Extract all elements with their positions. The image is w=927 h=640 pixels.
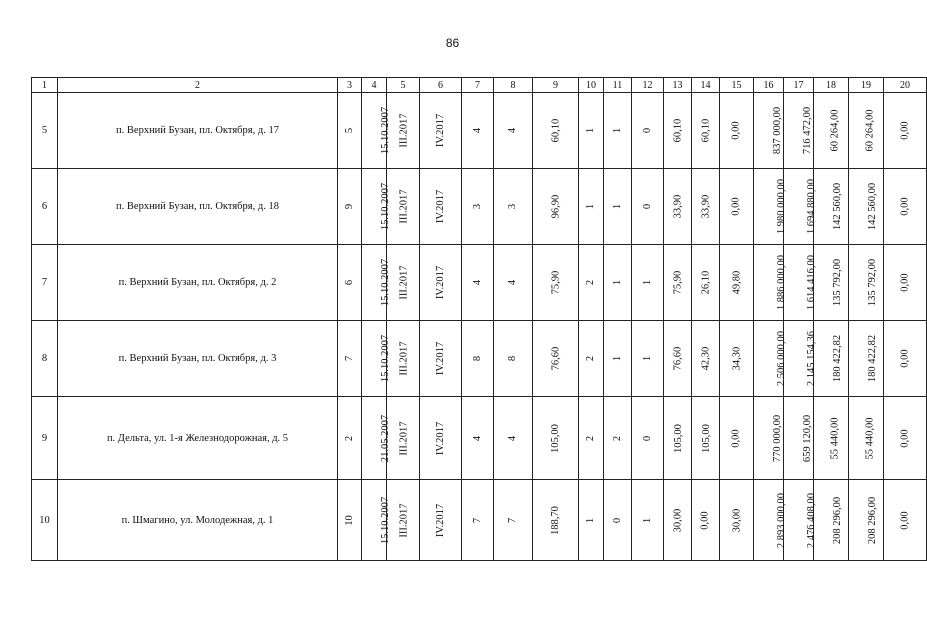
table-cell — [849, 93, 884, 169]
cell-value: 837 000,00 — [772, 106, 784, 155]
table-cell — [533, 397, 579, 480]
cell-value: 208 296,00 — [867, 496, 879, 544]
table-cell — [849, 480, 884, 561]
cell-value: 4 — [472, 127, 483, 134]
table-cell — [664, 93, 692, 169]
column-header: 10 — [579, 78, 604, 93]
table-cell — [362, 169, 392, 245]
table-cell — [604, 169, 632, 245]
table-cell — [849, 321, 884, 397]
cell-value: 1 — [585, 517, 597, 523]
cell-value: 60,10 — [672, 118, 683, 143]
table-row — [32, 169, 927, 245]
table-cell — [884, 169, 927, 245]
table-cell — [420, 245, 462, 321]
table-cell — [494, 480, 533, 561]
table-cell — [533, 480, 579, 561]
table-cell — [884, 93, 927, 169]
address-cell: п. Верхний Бузан, пл. Октября, д. 2 — [58, 245, 338, 321]
cell-value: 105,00 — [672, 423, 684, 453]
table-cell — [814, 169, 849, 245]
cell-value: 1 — [585, 127, 597, 134]
cell-value: 60 264,00 — [864, 109, 876, 152]
page-number: 86 — [445, 36, 460, 50]
table-cell — [814, 93, 849, 169]
cell-value: 21.05.2007 — [380, 414, 392, 462]
table-cell — [462, 321, 494, 397]
table-cell — [387, 397, 420, 480]
table-cell — [533, 169, 579, 245]
table-cell — [362, 93, 392, 169]
address-cell: п. Шмагино, ул. Молодежная, д. 1 — [58, 480, 338, 561]
cell-value: 1 886 000,00 — [776, 254, 788, 311]
table-cell — [884, 480, 927, 561]
table-cell — [579, 480, 604, 561]
cell-value: 55 440,00 — [829, 417, 841, 459]
cell-value: 716 472,00 — [802, 106, 814, 155]
table-cell — [664, 480, 692, 561]
table-cell — [387, 169, 420, 245]
address-cell: п. Верхний Бузан, пл. Октября, д. 3 — [58, 321, 338, 397]
cell-value: 15.10.2007 — [380, 334, 392, 383]
row-number-cell: 8 — [32, 321, 58, 397]
cell-value: 135 792,00 — [832, 258, 844, 307]
address-cell: п. Верхний Бузан, пл. Октября, д. 17 — [58, 93, 338, 169]
address-cell: п. Верхний Бузан, пл. Октября, д. 18 — [58, 169, 338, 245]
table-cell — [338, 397, 362, 480]
table-cell — [533, 245, 579, 321]
cell-value: 1 614 416,00 — [806, 254, 818, 311]
cell-value: 1 — [642, 279, 653, 286]
cell-value: 1 980 000,00 — [776, 178, 788, 235]
table-cell — [604, 245, 632, 321]
cell-value: 26,10 — [700, 270, 711, 295]
cell-value: IV.2017 — [434, 189, 446, 224]
cell-value: 142 560,00 — [832, 182, 844, 231]
cell-value: 0,00 — [899, 510, 911, 530]
cell-value: 2 — [585, 435, 597, 441]
cell-value: 2 145 154,36 — [806, 330, 818, 387]
table-cell — [579, 169, 604, 245]
table-cell — [814, 397, 849, 480]
table-cell — [420, 321, 462, 397]
cell-value: III.2017 — [398, 341, 410, 376]
table-cell — [754, 321, 788, 397]
table-cell — [720, 93, 754, 169]
cell-value: 0 — [612, 517, 623, 523]
cell-value: IV.2017 — [434, 265, 446, 300]
table-cell — [420, 169, 462, 245]
table-cell — [784, 321, 818, 397]
table-cell — [579, 245, 604, 321]
cell-value: 55 440,00 — [864, 417, 876, 459]
column-header: 20 — [884, 78, 927, 93]
table-cell — [494, 397, 533, 480]
cell-value: 30,00 — [672, 508, 683, 532]
column-header: 16 — [754, 78, 784, 93]
table-cell — [387, 245, 420, 321]
cell-value: 105,00 — [550, 423, 561, 453]
cell-value: 0 — [642, 435, 653, 441]
cell-value: 15.10.2007 — [380, 258, 392, 307]
table-cell — [604, 93, 632, 169]
cell-value: 75,90 — [672, 270, 683, 295]
table-cell — [884, 321, 927, 397]
cell-value: 0,00 — [731, 121, 742, 140]
column-header: 12 — [632, 78, 664, 93]
column-header: 9 — [533, 78, 579, 93]
cell-value: 15.10.2007 — [380, 496, 392, 544]
cell-value: III.2017 — [398, 189, 410, 224]
table-cell — [632, 321, 664, 397]
table-cell — [632, 480, 664, 561]
cell-value: 4 — [507, 279, 519, 286]
cell-value: 75,90 — [550, 270, 561, 295]
cell-value: 2 893 000,00 — [776, 492, 788, 548]
table-cell — [720, 397, 754, 480]
cell-value: III.2017 — [398, 420, 410, 456]
cell-value: 2 — [585, 355, 597, 362]
cell-value: 2 476 408,00 — [806, 492, 818, 548]
cell-value: 0 — [642, 127, 653, 134]
cell-value: 34,30 — [731, 346, 742, 371]
column-header: 7 — [462, 78, 494, 93]
column-header: 2 — [58, 78, 338, 93]
cell-value: IV.2017 — [434, 113, 446, 148]
table-cell — [632, 397, 664, 480]
cell-value: 15.10.2007 — [380, 106, 392, 155]
cell-value: 60,10 — [550, 118, 561, 143]
column-header: 17 — [784, 78, 814, 93]
cell-value: 8 — [507, 355, 519, 362]
table-cell — [632, 93, 664, 169]
table-cell — [814, 480, 849, 561]
cell-value: 96,90 — [550, 194, 561, 219]
table-cell — [387, 321, 420, 397]
cell-value: 0,00 — [899, 197, 911, 216]
cell-value: 770 000,00 — [772, 414, 784, 462]
cell-value: 1 — [642, 517, 653, 523]
table-cell — [494, 321, 533, 397]
table-cell — [462, 397, 494, 480]
table-cell — [849, 397, 884, 480]
column-header: 3 — [338, 78, 362, 93]
cell-value: 7 — [507, 517, 519, 523]
table-cell — [754, 397, 784, 480]
table-cell — [632, 245, 664, 321]
table-cell — [362, 321, 392, 397]
cell-value: III.2017 — [398, 502, 410, 538]
table-cell — [692, 397, 720, 480]
table-cell — [494, 245, 533, 321]
column-header: 4 — [362, 78, 387, 93]
cell-value: 60,10 — [700, 118, 711, 143]
table-cell — [362, 480, 392, 561]
table-cell — [494, 93, 533, 169]
table-cell — [664, 169, 692, 245]
column-header: 5 — [387, 78, 420, 93]
cell-value: IV.2017 — [434, 503, 446, 537]
cell-value: 2 506 000,00 — [776, 330, 788, 387]
table-cell — [462, 245, 494, 321]
table-cell — [784, 480, 818, 561]
cell-value: 1 — [612, 203, 623, 210]
cell-value: 7 — [472, 517, 483, 523]
cell-value: 105,00 — [700, 423, 712, 453]
table-cell — [720, 169, 754, 245]
cell-value: 6 — [344, 279, 355, 286]
cell-value: 208 296,00 — [832, 496, 844, 544]
table-cell — [604, 397, 632, 480]
cell-value: 0,00 — [731, 197, 742, 216]
table-cell — [494, 169, 533, 245]
table-cell — [784, 93, 814, 169]
table-cell — [462, 169, 494, 245]
table-cell — [754, 480, 788, 561]
table-cell — [692, 480, 720, 561]
table-cell — [420, 93, 462, 169]
table-cell — [720, 245, 754, 321]
table-cell — [579, 397, 604, 480]
table-cell — [664, 321, 692, 397]
cell-value: 3 — [507, 203, 519, 210]
cell-value: 7 — [344, 355, 355, 362]
cell-value: IV.2017 — [434, 341, 446, 376]
table-cell — [692, 321, 720, 397]
table-cell — [338, 480, 362, 561]
data-table — [31, 77, 927, 561]
column-header: 1 — [32, 78, 58, 93]
cell-value: 142 560,00 — [867, 182, 879, 231]
table-cell — [692, 169, 720, 245]
row-number-cell: 6 — [32, 169, 58, 245]
table-cell — [338, 321, 362, 397]
cell-value: 4 — [507, 127, 519, 134]
cell-value: 180 422,82 — [832, 334, 844, 383]
cell-value: 180 422,82 — [867, 334, 879, 383]
table-cell — [604, 321, 632, 397]
table-cell — [387, 93, 420, 169]
cell-value: 30,00 — [731, 508, 742, 532]
cell-value: 188,70 — [550, 505, 561, 535]
cell-value: 2 — [344, 435, 355, 441]
table-cell — [338, 245, 362, 321]
cell-value: 4 — [472, 435, 483, 441]
table-cell — [664, 397, 692, 480]
table-cell — [814, 245, 849, 321]
table-cell — [604, 480, 632, 561]
table-cell — [784, 245, 818, 321]
cell-value: 0,00 — [899, 428, 911, 448]
row-number-cell: 9 — [32, 397, 58, 480]
table-row — [32, 321, 927, 397]
table-row — [32, 397, 927, 480]
column-header: 18 — [814, 78, 849, 93]
table-cell — [533, 93, 579, 169]
table-cell — [579, 321, 604, 397]
table-cell — [664, 245, 692, 321]
cell-value: 4 — [472, 279, 483, 286]
table-cell — [462, 93, 494, 169]
row-number-cell: 7 — [32, 245, 58, 321]
table-cell — [849, 169, 884, 245]
cell-value: 9 — [344, 203, 355, 210]
cell-value: 10 — [344, 514, 355, 526]
table-cell — [884, 397, 927, 480]
cell-value: III.2017 — [398, 113, 410, 148]
cell-value: 2 — [612, 435, 623, 441]
cell-value: 0,00 — [700, 510, 711, 530]
cell-value: 1 — [585, 203, 597, 210]
table-cell — [533, 321, 579, 397]
column-header: 15 — [720, 78, 754, 93]
cell-value: 659 120,00 — [802, 414, 814, 462]
table-cell — [884, 245, 927, 321]
cell-value: 1 694 880,00 — [806, 178, 818, 235]
table-cell — [362, 397, 392, 480]
cell-value: 60 264,00 — [829, 109, 841, 152]
cell-value: 3 — [472, 203, 483, 210]
table-cell — [692, 93, 720, 169]
table-cell — [338, 169, 362, 245]
cell-value: 1 — [642, 355, 653, 362]
column-header: 14 — [692, 78, 720, 93]
cell-value: 0,00 — [899, 273, 911, 292]
cell-value: 8 — [472, 355, 483, 362]
cell-value: 135 792,00 — [867, 258, 879, 307]
cell-value: 76,60 — [550, 346, 561, 371]
cell-value: 0,00 — [899, 349, 911, 368]
table-cell — [362, 245, 392, 321]
table-row — [32, 245, 927, 321]
column-header: 8 — [494, 78, 533, 93]
table-cell — [754, 169, 788, 245]
table-cell — [720, 321, 754, 397]
table-cell — [754, 93, 784, 169]
column-header: 13 — [664, 78, 692, 93]
row-number-cell: 10 — [32, 480, 58, 561]
cell-value: 1 — [612, 279, 623, 286]
cell-value: 5 — [344, 127, 355, 134]
cell-value: 1 — [612, 127, 623, 134]
cell-value: 0,00 — [731, 428, 742, 448]
table-cell — [784, 169, 818, 245]
cell-value: 2 — [585, 279, 597, 286]
column-header: 11 — [604, 78, 632, 93]
table-cell — [784, 397, 814, 480]
table-cell — [420, 480, 462, 561]
table-cell — [720, 480, 754, 561]
table-cell — [754, 245, 788, 321]
cell-value: 15.10.2007 — [380, 182, 392, 231]
cell-value: 1 — [612, 355, 623, 362]
cell-value: 49,80 — [731, 270, 742, 295]
table-row — [32, 480, 927, 561]
column-header: 6 — [420, 78, 462, 93]
address-cell: п. Дельта, ул. 1-я Железнодорожная, д. 5 — [58, 397, 338, 480]
cell-value: 76,60 — [672, 346, 683, 371]
row-number-cell: 5 — [32, 93, 58, 169]
table-cell — [420, 397, 462, 480]
cell-value: 4 — [507, 435, 519, 441]
table-cell — [338, 93, 362, 169]
table-cell — [692, 245, 720, 321]
table-row — [32, 93, 927, 169]
cell-value: 0,00 — [899, 121, 911, 140]
table-cell — [814, 321, 849, 397]
cell-value: III.2017 — [398, 265, 410, 300]
table-cell — [632, 169, 664, 245]
header-row — [32, 78, 927, 93]
table-cell — [462, 480, 494, 561]
table-cell — [387, 480, 420, 561]
cell-value: 33,90 — [700, 194, 711, 219]
cell-value: 0 — [642, 203, 653, 210]
table-cell — [579, 93, 604, 169]
table-cell — [849, 245, 884, 321]
column-header: 19 — [849, 78, 884, 93]
cell-value: IV.2017 — [434, 421, 446, 455]
cell-value: 33,90 — [672, 194, 683, 219]
cell-value: 42,30 — [700, 346, 711, 371]
